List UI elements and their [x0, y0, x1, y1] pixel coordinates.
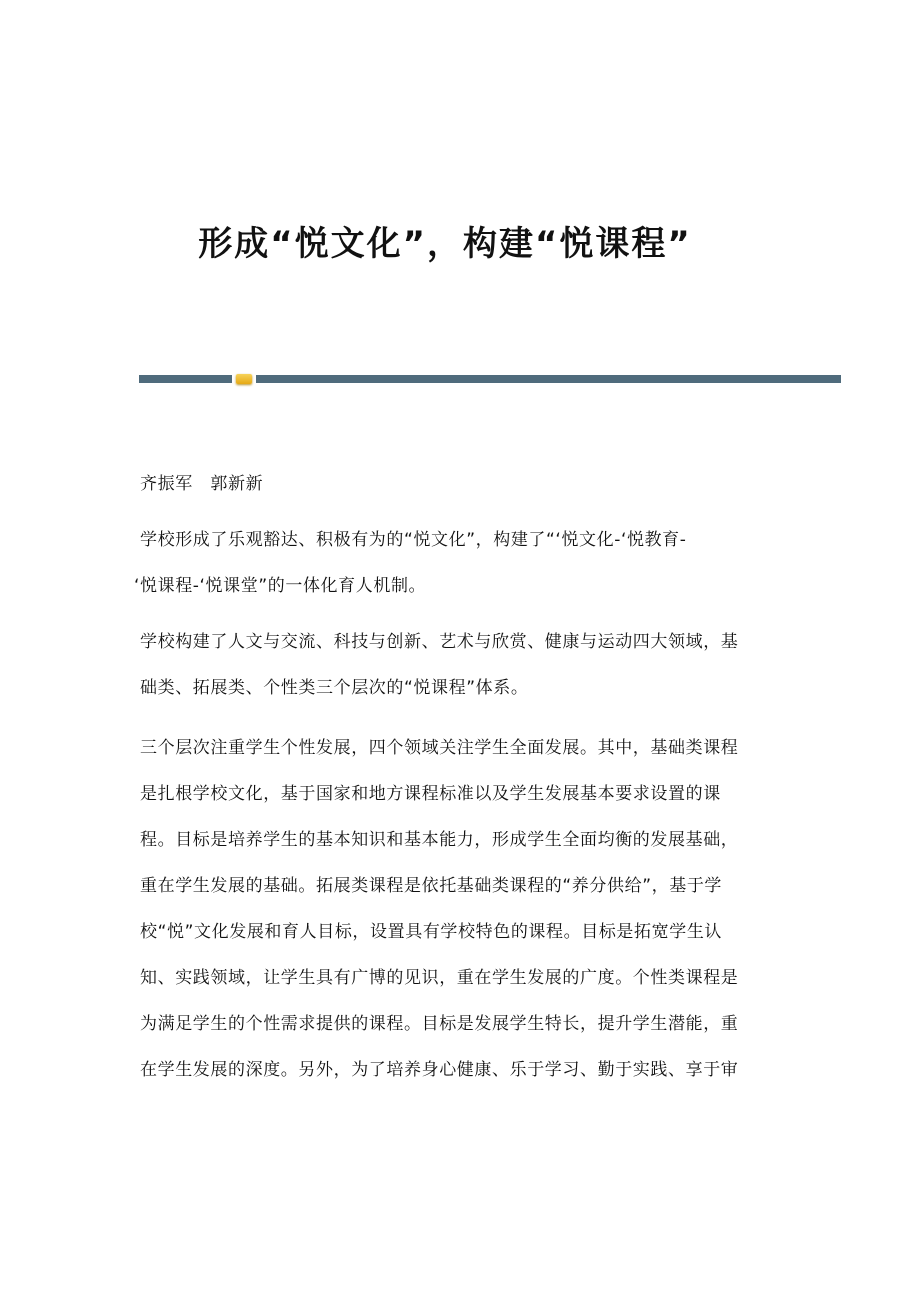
text-line: 知、实践领域，让学生具有广博的见识，重在学生发展的广度。个性类课程是 — [140, 968, 739, 988]
text-line: 为满足学生的个性需求提供的课程。目标是发展学生特长，提升学生潜能，重 — [140, 1014, 739, 1034]
divider-ornament-icon — [236, 374, 252, 384]
authors: 齐振军 郭新新 — [140, 474, 264, 494]
document-title: 形成“悦文化”，构建“悦课程” — [198, 224, 692, 264]
text-line: 础类、拓展类、个性类三个层次的“悦课程”体系。 — [140, 678, 529, 698]
text-line: 三个层次注重学生个性发展，四个领域关注学生全面发展。其中，基础类课程 — [140, 738, 739, 758]
text-line: 学校形成了乐观豁达、积极有为的“悦文化”，构建了“‘悦文化-‘悦教育- — [140, 530, 687, 550]
text-line: 学校构建了人文与交流、科技与创新、艺术与欣赏、健康与运动四大领域，基 — [140, 632, 739, 652]
text-line: 是扎根学校文化，基于国家和地方课程标准以及学生发展基本要求设置的课 — [140, 784, 721, 804]
text-line: 校“悦”文化发展和育人目标，设置具有学校特色的课程。目标是拓宽学生认 — [140, 922, 723, 942]
text-line: 在学生发展的深度。另外，为了培养身心健康、乐于学习、勤于实践、享于审 — [140, 1060, 739, 1080]
divider-left-bar — [139, 375, 232, 383]
text-line: 程。目标是培养学生的基本知识和基本能力，形成学生全面均衡的发展基础， — [140, 830, 739, 850]
text-line: ‘悦课程-‘悦课堂”的一体化育人机制。 — [134, 576, 427, 596]
divider-right-bar — [256, 375, 841, 383]
text-line: 重在学生发展的基础。拓展类课程是依托基础类课程的“养分供给”，基于学 — [140, 876, 723, 896]
